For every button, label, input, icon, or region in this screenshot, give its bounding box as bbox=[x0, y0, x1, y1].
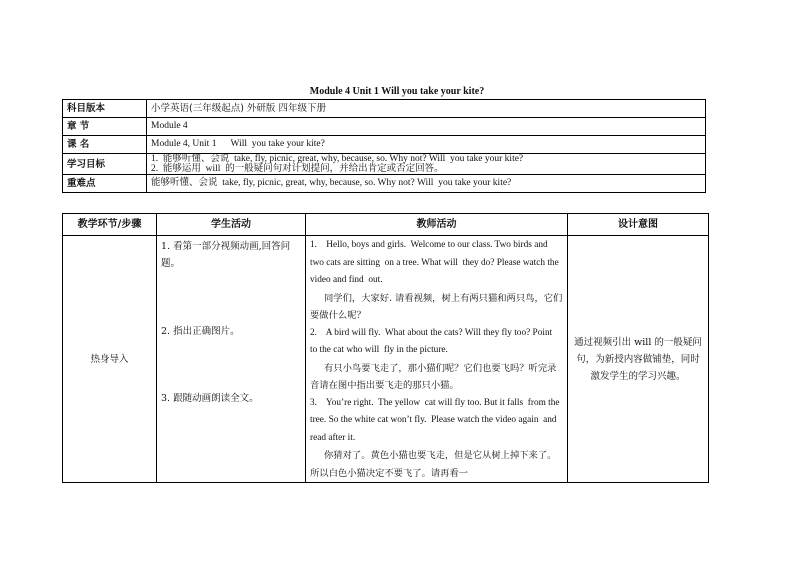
teacher-activity-cn: 同学们，大家好. 请看视频，树上有两只猫和两只鸟，它们要做什么呢？ bbox=[310, 292, 563, 321]
design-intent-cell: 通过视频引出 will 的一般疑问句，为新授内容做铺垫，同时激发学生的学习兴趣。 bbox=[568, 236, 709, 483]
info-row-key-points bbox=[63, 175, 706, 193]
section-label: 热身导入 bbox=[63, 236, 157, 483]
teacher-activity-en: 2. A bird will fly. What about the cats? Will they fly too? Point to the cat who will fly in the picture. bbox=[310, 327, 557, 355]
header-student-activity: 学生活动 bbox=[157, 214, 306, 236]
lesson-plan-table bbox=[62, 213, 709, 483]
teacher-activity-en: 1. Hello, boys and girls. Welcome to our class. Two birds and two cats are sitting on a tree. What will they do? Please watch the video and find out. bbox=[310, 240, 562, 285]
lesson-value: Module 4, Unit 1 Will you take your kite? bbox=[147, 136, 706, 154]
goal-item: 2. 能够运用 will 的一般疑问句对计划提问，并给出肯定或否定回答。 bbox=[151, 164, 444, 174]
info-row-goals bbox=[63, 154, 706, 175]
goal-item: 1. 能够听懂、会说 take, fly, picnic, great, why, because, so. Why not? Will you take your kite? bbox=[151, 154, 524, 164]
info-row-lesson bbox=[63, 136, 706, 154]
plan-header-row bbox=[63, 214, 709, 236]
header-teacher-activity: 教师活动 bbox=[306, 214, 568, 236]
header-design-intent: 设计意图 bbox=[568, 214, 709, 236]
lesson-label: 课 名 bbox=[63, 136, 147, 154]
header-step: 教学环节/步骤 bbox=[63, 214, 157, 236]
student-activity-cell bbox=[157, 236, 306, 483]
chapter-label: 章 节 bbox=[63, 118, 147, 136]
goals-label: 学习目标 bbox=[63, 154, 147, 175]
info-row-chapter bbox=[63, 118, 706, 136]
teacher-activity-cn: 你猜对了。黄色小猫也要飞走，但是它从树上掉下来了。所以白色小猫决定不要飞了。请再看一 bbox=[310, 450, 557, 479]
plan-row-warmup bbox=[63, 236, 709, 483]
document-title: Module 4 Unit 1 Will you take your kite? bbox=[309, 86, 485, 97]
student-activity-item: 1. 看第一部分视频动画,回答问题。 bbox=[161, 241, 291, 269]
student-activity-item: 3. 跟随动画朗读全文。 bbox=[161, 393, 259, 404]
subject-label: 科目版本 bbox=[63, 100, 147, 118]
subject-value: 小学英语(三年级起点) 外研版 四年级下册 bbox=[147, 100, 706, 118]
teacher-activity-cell bbox=[306, 236, 568, 483]
goals-value bbox=[147, 154, 706, 175]
student-activity-item: 2. 指出正确图片。 bbox=[161, 326, 240, 337]
teacher-activity-cn: 有只小鸟要飞走了，那小猫们呢？它们也要飞吗？听完录音请在图中指出要飞走的那只小猫。 bbox=[310, 362, 557, 391]
chapter-value: Module 4 bbox=[147, 118, 706, 136]
key-points-value: 能够听懂、会说 take, fly, picnic, great, why, because, so. Why not? Will you take your kite? bbox=[147, 175, 706, 193]
info-row-subject bbox=[63, 100, 706, 118]
teacher-activity-en: 3. You’re right. The yellow cat will fly too. But it falls from the tree. So the white cat won’t fly. Please watch the video again and read after it. bbox=[310, 397, 562, 443]
key-points-label: 重难点 bbox=[63, 175, 147, 193]
course-info-table bbox=[62, 99, 706, 193]
